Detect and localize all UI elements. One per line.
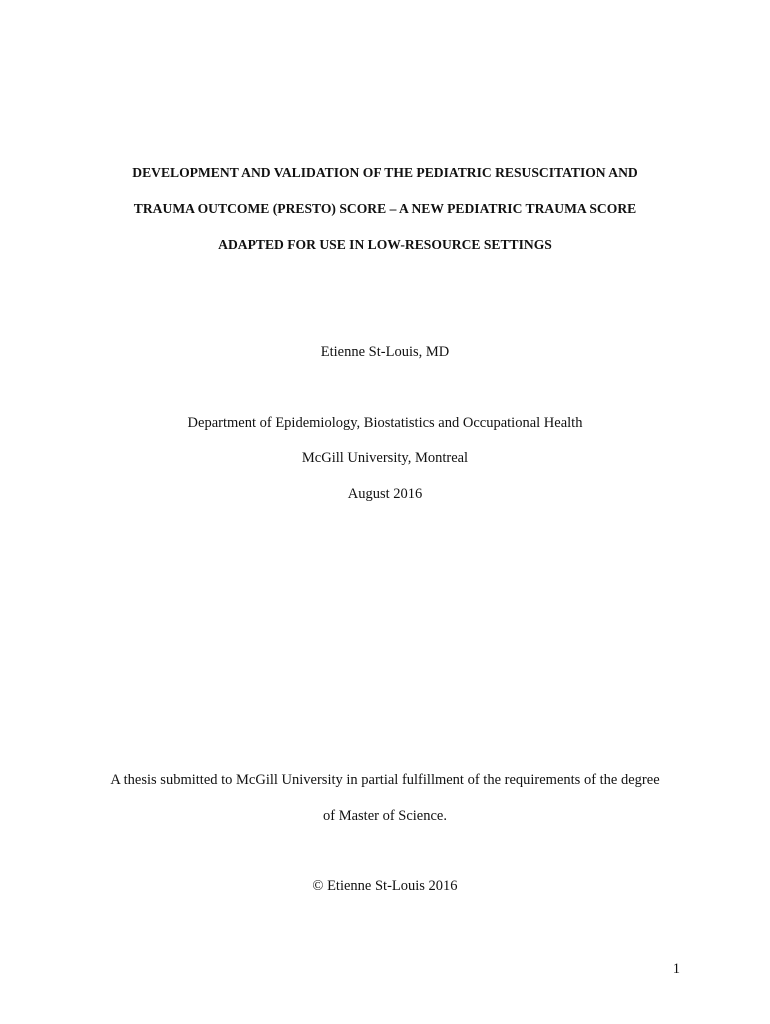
submission-date: August 2016 (347, 486, 423, 502)
university-name: McGill University, Montreal (301, 450, 469, 466)
department-name: Department of Epidemiology, Biostatistics and Occupational Health (187, 415, 583, 431)
thesis-title-line-1: DEVELOPMENT AND VALIDATION OF THE PEDIATRIC RESUSCITATION AND (132, 165, 638, 180)
thesis-statement-line-2: of Master of Science. (322, 808, 447, 824)
thesis-title-line-3: ADAPTED FOR USE IN LOW-RESOURCE SETTINGS (218, 237, 552, 252)
page-number: 1 (672, 961, 680, 977)
copyright-notice: © Etienne St-Louis 2016 (312, 878, 458, 894)
thesis-title-line-2: TRAUMA OUTCOME (PRESTO) SCORE – A NEW PEDIATRIC TRAUMA SCORE (133, 201, 637, 216)
author-name: Etienne St-Louis, MD (320, 344, 450, 360)
thesis-statement-line-1: A thesis submitted to McGill University in partial fulfillment of the requirements of the degree (110, 772, 660, 788)
